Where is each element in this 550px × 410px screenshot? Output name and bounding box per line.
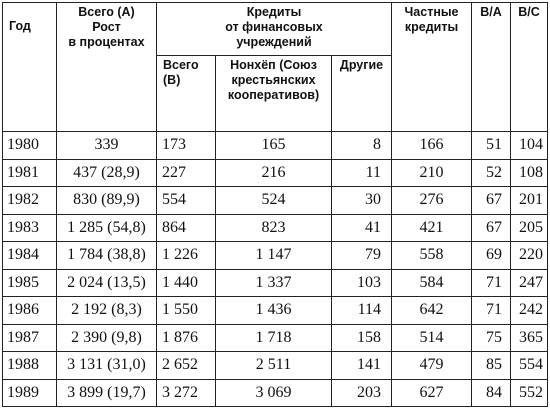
cell-other: 30	[332, 187, 392, 215]
cell-total-a: 2 192 (8,3)	[57, 297, 157, 325]
credit-table	[2, 2, 548, 407]
cell-ba: 51	[472, 132, 511, 160]
table-row	[3, 269, 548, 297]
cell-year: 1982	[3, 187, 57, 215]
header-private-line1: Частные	[404, 5, 459, 19]
cell-ba: 67	[472, 214, 511, 242]
cell-private: 210	[392, 159, 472, 187]
header-credits-line1: Кредиты	[246, 5, 302, 19]
cell-total-b: 173	[157, 132, 216, 160]
cell-private: 584	[392, 269, 472, 297]
table-row	[3, 324, 548, 352]
header-total-b	[157, 56, 216, 132]
cell-total-b: 1 226	[157, 242, 216, 270]
header-credits-group	[157, 3, 392, 56]
cell-year: 1987	[3, 324, 57, 352]
cell-year: 1988	[3, 352, 57, 380]
cell-ba: 67	[472, 187, 511, 215]
cell-other: 103	[332, 269, 392, 297]
cell-total-b: 864	[157, 214, 216, 242]
cell-other: 8	[332, 132, 392, 160]
cell-bc: 242	[511, 297, 548, 325]
table-row	[3, 242, 548, 270]
cell-year: 1981	[3, 159, 57, 187]
cell-ba: 84	[472, 379, 511, 407]
cell-total-a: 2 024 (13,5)	[57, 269, 157, 297]
cell-other: 158	[332, 324, 392, 352]
header-bc	[511, 3, 548, 132]
cell-bc: 220	[511, 242, 548, 270]
cell-nonghyup: 3 069	[216, 379, 332, 407]
cell-nonghyup: 823	[216, 214, 332, 242]
cell-ba: 85	[472, 352, 511, 380]
cell-other: 11	[332, 159, 392, 187]
cell-ba: 75	[472, 324, 511, 352]
header-year	[3, 3, 57, 132]
header-total-a	[57, 3, 157, 132]
header-credits-line3: учреждений	[236, 35, 312, 49]
cell-bc: 201	[511, 187, 548, 215]
header-total-a-line2: Рост	[92, 20, 121, 34]
header-total-b-line1: Всего	[163, 58, 199, 72]
header-nonghyup-line2: крестьянских	[231, 73, 316, 87]
header-ba-label: В/А	[480, 5, 502, 19]
cell-total-a: 1 285 (54,8)	[57, 214, 157, 242]
cell-total-a: 437 (28,9)	[57, 159, 157, 187]
header-ba	[472, 3, 511, 132]
table-row	[3, 159, 548, 187]
cell-bc: 365	[511, 324, 548, 352]
cell-total-b: 2 652	[157, 352, 216, 380]
cell-total-a: 3 899 (19,7)	[57, 379, 157, 407]
header-other	[332, 56, 392, 132]
table-row	[3, 297, 548, 325]
cell-year: 1983	[3, 214, 57, 242]
cell-nonghyup: 1 436	[216, 297, 332, 325]
cell-nonghyup: 2 511	[216, 352, 332, 380]
cell-private: 166	[392, 132, 472, 160]
cell-private: 558	[392, 242, 472, 270]
cell-total-b: 227	[157, 159, 216, 187]
cell-total-a: 1 784 (38,8)	[57, 242, 157, 270]
cell-other: 203	[332, 379, 392, 407]
cell-total-a: 2 390 (9,8)	[57, 324, 157, 352]
cell-nonghyup: 165	[216, 132, 332, 160]
cell-private: 627	[392, 379, 472, 407]
cell-other: 79	[332, 242, 392, 270]
cell-nonghyup: 1 718	[216, 324, 332, 352]
cell-nonghyup: 524	[216, 187, 332, 215]
cell-bc: 205	[511, 214, 548, 242]
cell-total-b: 3 272	[157, 379, 216, 407]
cell-nonghyup: 1 337	[216, 269, 332, 297]
cell-private: 642	[392, 297, 472, 325]
cell-private: 421	[392, 214, 472, 242]
table-row	[3, 187, 548, 215]
header-bc-label: В/С	[518, 5, 540, 19]
cell-year: 1985	[3, 269, 57, 297]
cell-other: 114	[332, 297, 392, 325]
cell-total-a: 3 131 (31,0)	[57, 352, 157, 380]
cell-total-a: 339	[57, 132, 157, 160]
header-total-a-line1: Всего (А)	[78, 5, 135, 19]
cell-bc: 104	[511, 132, 548, 160]
header-total-b-line2: (В)	[163, 73, 181, 87]
cell-other: 41	[332, 214, 392, 242]
cell-year: 1989	[3, 379, 57, 407]
header-nonghyup	[216, 56, 332, 132]
table-row	[3, 352, 548, 380]
cell-other: 141	[332, 352, 392, 380]
cell-ba: 69	[472, 242, 511, 270]
cell-nonghyup: 1 147	[216, 242, 332, 270]
table-row	[3, 132, 548, 160]
cell-nonghyup: 216	[216, 159, 332, 187]
cell-private: 276	[392, 187, 472, 215]
cell-private: 514	[392, 324, 472, 352]
cell-year: 1986	[3, 297, 57, 325]
header-nonghyup-line3: кооперативов)	[227, 88, 320, 102]
table-row	[3, 214, 548, 242]
table-row	[3, 379, 548, 407]
header-year-label: Год	[9, 19, 31, 33]
cell-total-b: 554	[157, 187, 216, 215]
cell-ba: 71	[472, 297, 511, 325]
header-private	[392, 3, 472, 132]
cell-year: 1984	[3, 242, 57, 270]
cell-ba: 52	[472, 159, 511, 187]
cell-total-b: 1 440	[157, 269, 216, 297]
cell-total-a: 830 (89,9)	[57, 187, 157, 215]
cell-private: 479	[392, 352, 472, 380]
header-total-a-line3: в процентах	[68, 35, 145, 49]
cell-bc: 247	[511, 269, 548, 297]
header-nonghyup-line1: Нонхёп (Союз	[230, 58, 317, 72]
cell-total-b: 1 550	[157, 297, 216, 325]
header-credits-line2: от финансовых	[225, 20, 323, 34]
cell-bc: 554	[511, 352, 548, 380]
cell-year: 1980	[3, 132, 57, 160]
header-other-label: Другие	[339, 58, 384, 72]
cell-bc: 108	[511, 159, 548, 187]
cell-bc: 552	[511, 379, 548, 407]
header-private-line2: кредиты	[404, 20, 459, 34]
cell-total-b: 1 876	[157, 324, 216, 352]
cell-ba: 71	[472, 269, 511, 297]
